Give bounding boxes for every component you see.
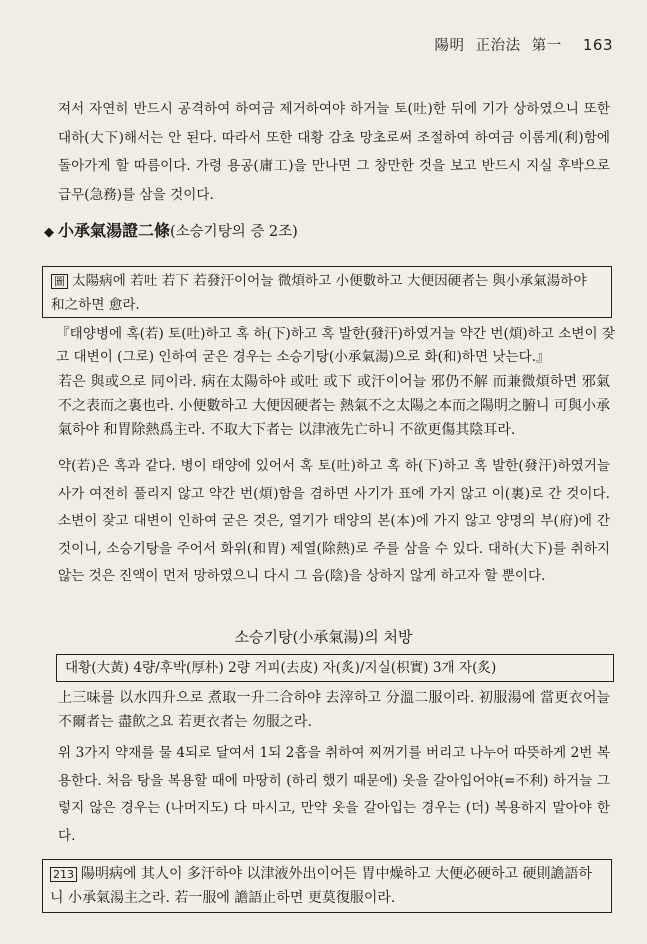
section-title bbox=[44, 218, 298, 241]
translation-1: 『태양병에 혹(若) 토(吐)하고 혹 하(下)하고 혹 발한(發汗)하였거늘 약간 번(煩)하고 소변이 잦고 대변이 (그로) 인하여 굳은 경우는 소승기탕(小承氣湯)으로 화(和)하면 낫는다.』 bbox=[56, 326, 616, 365]
running-header bbox=[429, 34, 613, 55]
recipe-title: 소승기탕(小承氣湯)의 처방 bbox=[234, 628, 413, 646]
original-text-2-wrapper bbox=[50, 862, 602, 910]
header-section: 正治法 bbox=[475, 38, 521, 54]
original-text-1: 太陽病에 若吐 若下 若發汗이어늘 微煩하고 小便數하고 大便因硬者는 與小承氣湯하야 和之하면 愈라. bbox=[51, 273, 587, 313]
recipe-box bbox=[56, 654, 614, 682]
clause-number-badge: 213 bbox=[50, 867, 77, 882]
header-chapter: 陽明 bbox=[434, 38, 465, 54]
clause-badge: 圖 bbox=[51, 274, 68, 289]
original-text-box-1 bbox=[42, 266, 612, 318]
diamond-bullet-icon: ◆ bbox=[44, 225, 54, 240]
section-title-main: 小承氣湯證二條 bbox=[58, 221, 171, 240]
commentary-korean: 약(若)은 혹과 같다. 병이 태양에 있어서 혹 토(吐)하고 혹 하(下)하고 혹 발한(發汗)하였거늘 사가 여전히 풀리지 않고 약간 번(煩)함을 겸하면 사기가 표에 가지 않고 이(裏)로 간 것이다. 소변이 잦고 대변이 인하여 굳은 것은, 열기가 태양의 본(本)에 가지 않고 양명의 부(府)에 간 것이니, 소승기탕을 주어서 화위(和胃) 제열(除熱)로 주를 삼을 수 있다. 대하(大下)를 취하지 않는 것은 진액이 먼저 망하였으니 다시 그 음(陰)을 상하지 않게 하고자 할 뿐이다. bbox=[58, 458, 610, 584]
preparation-classical: 上三味를 以水四升으로 煮取一升二合하야 去滓하고 分溫二服이라. 初服湯에 當更衣어늘 不爾者는 盡飮之요 若更衣者는 勿服之라. bbox=[58, 690, 610, 730]
preparation-korean: 위 3가지 약재를 물 4되로 달여서 1되 2홉을 취하여 찌꺼기를 버리고 나누어 따뜻하게 2번 복용한다. 처음 탕을 복용할 때에 마땅히 (하리 했기 때문에) 옷을 갈아입어야(=不利) 하거늘 그렇지 않은 경우는 (나머지도) 다 마시고, 만약 옷을 갈아입는 경우는 (더) 복용하지 말아야 한다. bbox=[58, 745, 610, 844]
page-number: 163 bbox=[582, 36, 613, 54]
section-title-sub: (소승기탕의 증 2조) bbox=[170, 224, 298, 240]
header-part: 第一 bbox=[531, 38, 562, 54]
recipe-ingredients: 대황(大黃) 4량/후박(厚朴) 2량 거피(去皮) 자(炙)/지실(枳實) 3개 자(炙) bbox=[65, 660, 497, 676]
paragraph-continuation: 져서 자연히 반드시 공격하여 하여금 제거하여야 하거늘 토(吐)한 뒤에 기가 상하였으니 또한 대하(大下)해서는 안 된다. 따라서 또한 대황 감초 망초로써 조절하여 하여금 이롬게(利)함에 돌아가게 할 따름이다. 가령 용공(庸工)을 만나면 그 창만한 것을 보고 반드시 지실 후박으로 급무(急務)를 삼을 것이다. bbox=[58, 101, 610, 203]
commentary-classical: 若은 與或으로 同이라. 病在太陽하야 或吐 或下 或汗이어늘 邪仍不解 而兼微煩하면 邪氣不之表而之裏也라. 小便數하고 大便因硬者는 熱氣不之太陽之本而之陽明之腑니 可與小承氣하야 和胃除熱爲主라. 不取大下者는 以津液先亡하니 不欲更傷其陰耳라. bbox=[58, 374, 610, 438]
original-text-2: 陽明病에 其人이 多汗하야 以津液外出이어든 胃中燥하고 大便必硬하고 硬則譫語하니 小承氣湯主之라. 若一服에 譫語止하면 更莫復服이라. bbox=[50, 866, 592, 906]
